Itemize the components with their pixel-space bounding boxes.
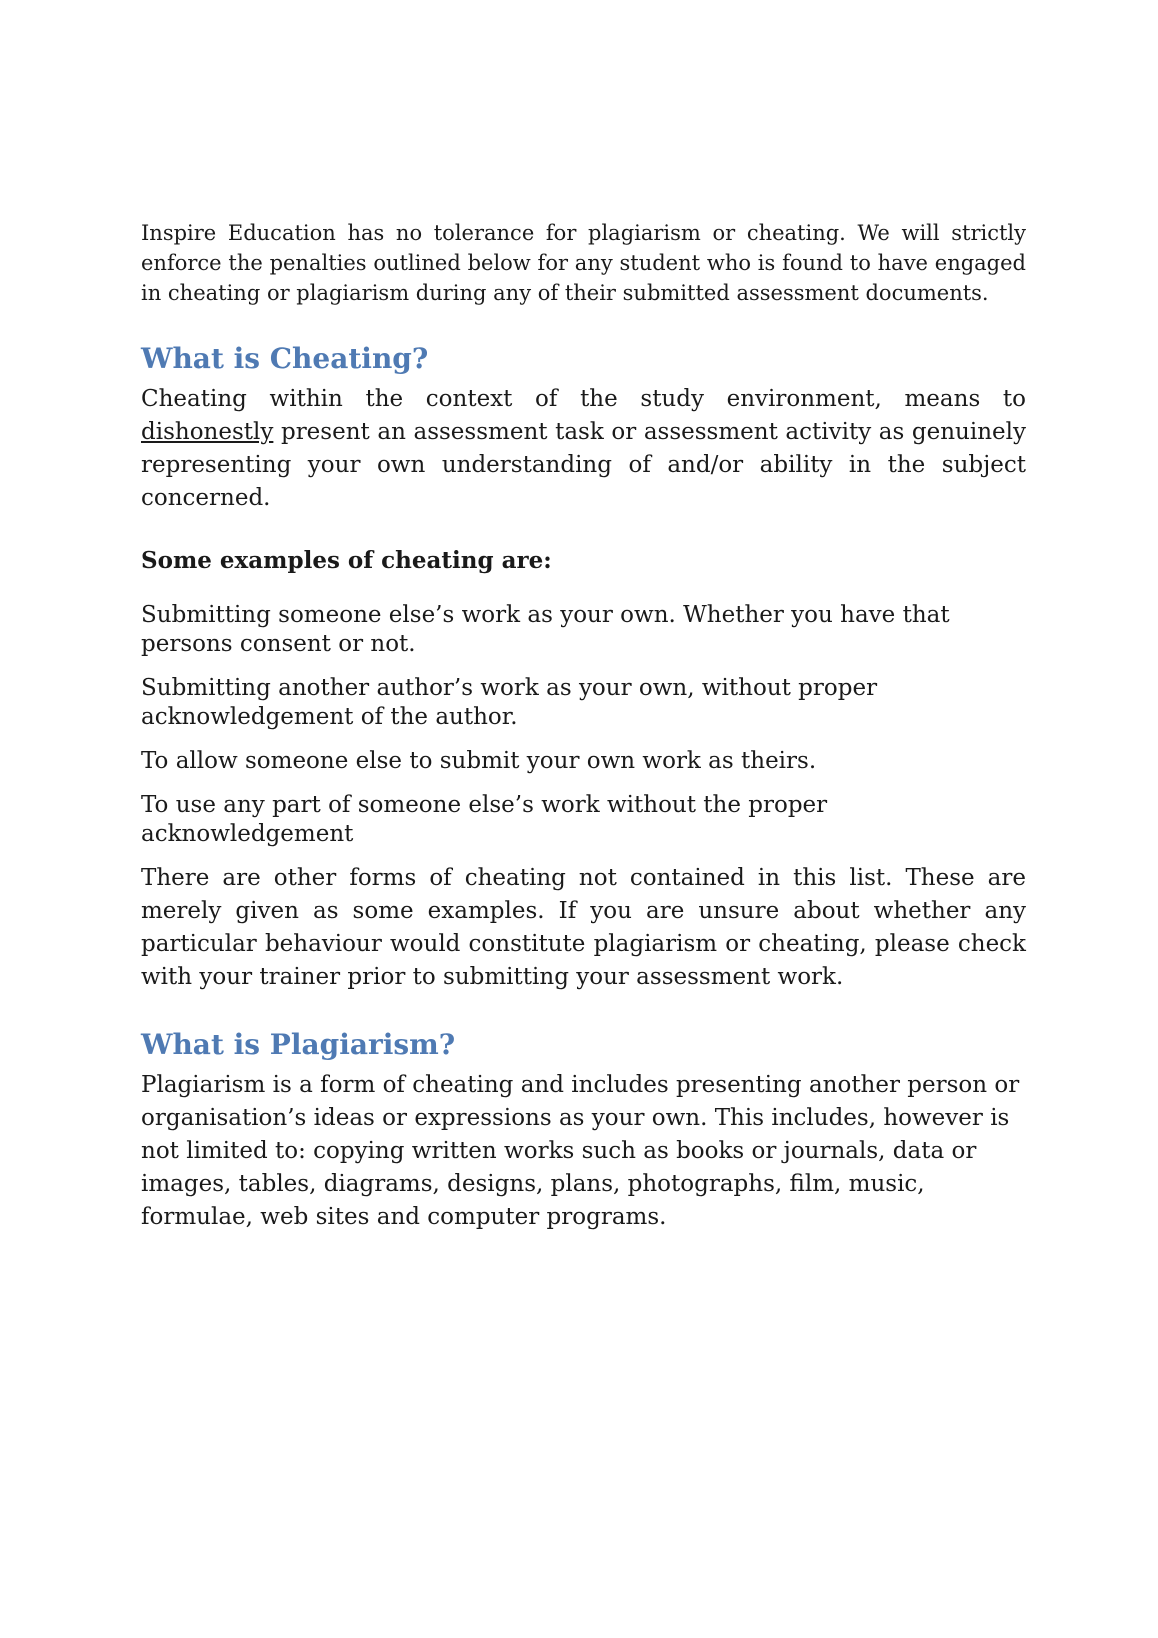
list-item: Submitting someone else’s work as your own. Whether you have that persons consent or not. <box>141 602 950 657</box>
plagiarism-definition: Plagiarism is a form of cheating and includes presenting another person or organisation’s ideas or expressions as your own. This includes, however is not limited to: copying written works such as books or journals, data or images, tables, diagrams, designs, plans, photographs, film, music, formulae, web sites and computer programs. <box>141 1072 1020 1230</box>
intro-paragraph: Inspire Education has no tolerance for plagiarism or cheating. We will strictly enforce the penalties outlined below for any student who is found to have engaged in cheating or plagiarism during any of their submitted assessment documents. <box>141 221 1026 305</box>
examples-list <box>141 601 1026 849</box>
plagiarism-heading: What is Plagiarism? <box>141 1028 456 1061</box>
cheating-definition-start: Cheating within the context of the study environment, means to <box>141 386 1026 412</box>
dishonestly-underlined: dishonestly <box>141 419 274 445</box>
list-item: To use any part of someone else’s work without the proper acknowledgement <box>141 792 828 847</box>
cheating-definition <box>141 383 1026 515</box>
examples-heading: Some examples of cheating are: <box>141 547 552 574</box>
list-item: To allow someone else to submit your own work as theirs. <box>141 748 817 774</box>
cheating-definition-end: present an assessment task or assessment activity as genuinely representing your own understanding of and/or ability in the subject concerned. <box>141 419 1026 511</box>
other-forms-paragraph: There are other forms of cheating not contained in this list. These are merely given as some examples. If you are unsure about whether any particular behaviour would constitute plagiarism or cheating, please check with your trainer prior to submitting your assessment work. <box>141 865 1026 990</box>
cheating-heading: What is Cheating? <box>141 342 429 375</box>
document-page <box>141 218 1026 1234</box>
list-item: Submitting another author’s work as your own, without proper acknowledgement of the author. <box>141 675 878 730</box>
